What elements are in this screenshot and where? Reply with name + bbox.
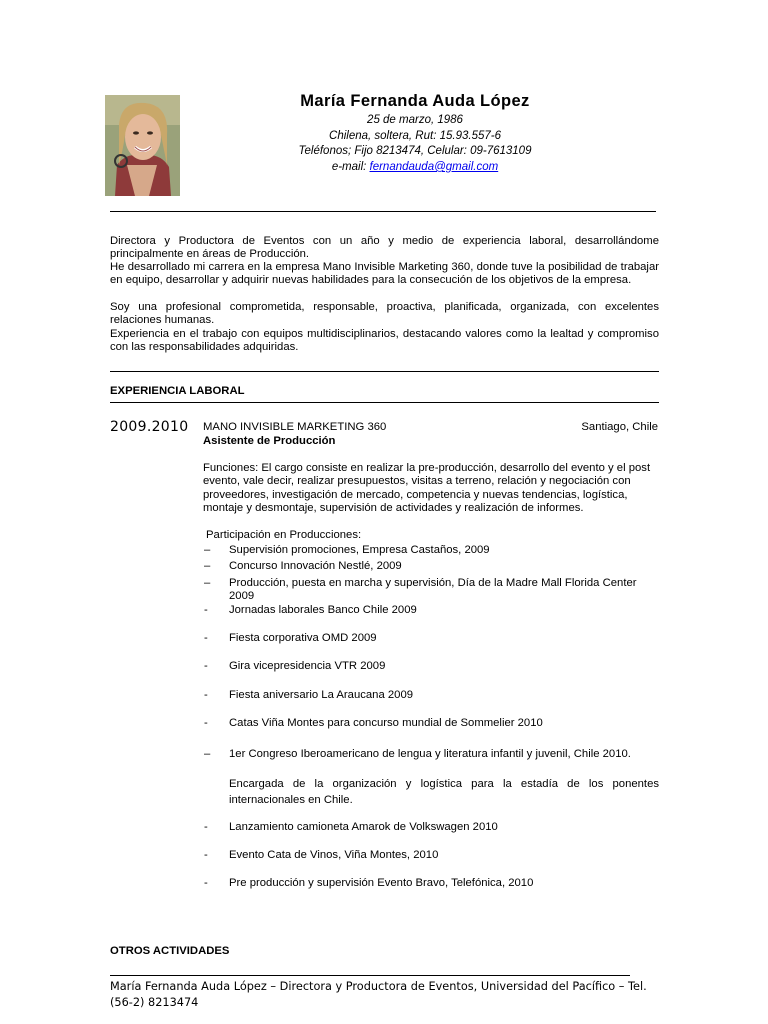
- footer-divider: [110, 975, 630, 976]
- list-item: Fiesta aniversario La Araucana 2009: [229, 689, 414, 701]
- other-activities-heading: OTROS ACTIVIDADES: [110, 945, 230, 957]
- email-line: [110, 161, 720, 173]
- company-name: MANO INVISIBLE MARKETING 360: [203, 421, 387, 433]
- list-item: Fiesta corporativa OMD 2009: [229, 632, 377, 644]
- list-bullet: –: [204, 544, 211, 556]
- phone-numbers: Teléfonos; Fijo 8213474, Celular: 09-7613109: [298, 145, 532, 157]
- list-bullet: -: [204, 689, 208, 701]
- experience-period: 2009.2010: [110, 419, 189, 435]
- experience-heading: EXPERIENCIA LABORAL: [110, 385, 245, 397]
- birth-date: 25 de marzo, 1986: [367, 114, 463, 126]
- list-item: Pre producción y supervisión Evento Bravo, Telefónica, 2010: [229, 877, 534, 889]
- profile-paragraph-4: Experiencia en el trabajo con equipos multidisciplinarios, destacando valores como la lealtad y compromiso con las responsabilidades adquiridas.: [110, 328, 659, 354]
- list-item-detail: Encargada de la organización y logística para la estadía de los ponentes internacionales en Chile.: [229, 778, 659, 806]
- list-bullet: -: [204, 604, 208, 616]
- list-item: Supervisión promociones, Empresa Castaños, 2009: [229, 544, 490, 556]
- email-link[interactable]: fernandauda@gmail.com: [369, 161, 499, 173]
- header-divider: [110, 211, 656, 212]
- profile-divider: [110, 371, 659, 372]
- email-label: e-mail:: [331, 161, 370, 173]
- participation-heading: Participación en Producciones:: [206, 529, 362, 541]
- job-location: Santiago, Chile: [581, 421, 658, 433]
- profile-paragraph-2: He desarrollado mi carrera en la empresa Mano Invisible Marketing 360, donde tuve la posibilidad de trabajar en equipo, desarrollar y adquirir nuevas habilidades para la consecución de los objetivos de la empresa.: [110, 261, 659, 287]
- list-bullet: -: [204, 821, 208, 833]
- list-bullet: –: [204, 748, 211, 760]
- list-bullet: –: [204, 560, 211, 572]
- list-bullet: -: [204, 849, 208, 861]
- job-functions: Funciones: El cargo consiste en realizar la pre-producción, desarrollo del evento y el post evento, vale decir, realizar presupuestos, visitas a terreno, relación y negociación con proveedores, investigación de mercado, competencia y nuevas tendencias, logística, montaje y desmontaje, supervisión de actividades y realización de informes.: [203, 462, 651, 514]
- list-item: Lanzamiento camioneta Amarok de Volkswagen 2010: [229, 821, 498, 833]
- experience-divider: [110, 402, 659, 403]
- page-footer: María Fernanda Auda López – Directora y Productora de Eventos, Universidad del Pacífico – Tel. (56-2) 8213474: [110, 980, 647, 1009]
- candidate-name: María Fernanda Auda López: [300, 92, 530, 110]
- job-role: Asistente de Producción: [203, 435, 336, 447]
- civil-status: Chilena, soltera, Rut: 15.93.557-6: [329, 130, 501, 142]
- list-item: Concurso Innovación Nestlé, 2009: [229, 560, 402, 572]
- list-item: Jornadas laborales Banco Chile 2009: [229, 604, 417, 616]
- list-item: Producción, puesta en marcha y supervisión, Día de la Madre Mall Florida Center 2009: [229, 577, 637, 603]
- list-item: 1er Congreso Iberoamericano de lengua y literatura infantil y juvenil, Chile 2010.: [229, 748, 631, 760]
- profile-paragraph-1: Directora y Productora de Eventos con un año y medio de experiencia laboral, desarrollándome principalmente en áreas de Producción.: [110, 235, 659, 261]
- list-bullet: -: [204, 632, 208, 644]
- list-bullet: -: [204, 717, 208, 729]
- list-bullet: -: [204, 660, 208, 672]
- list-bullet: -: [204, 877, 208, 889]
- list-item: Catas Viña Montes para concurso mundial de Sommelier 2010: [229, 717, 543, 729]
- profile-paragraph-3: Soy una profesional comprometida, responsable, proactiva, planificada, organizada, con excelentes relaciones humanas.: [110, 301, 659, 327]
- list-bullet: –: [204, 577, 211, 589]
- list-item: Evento Cata de Vinos, Viña Montes, 2010: [229, 849, 439, 861]
- list-item: Gira vicepresidencia VTR 2009: [229, 660, 386, 672]
